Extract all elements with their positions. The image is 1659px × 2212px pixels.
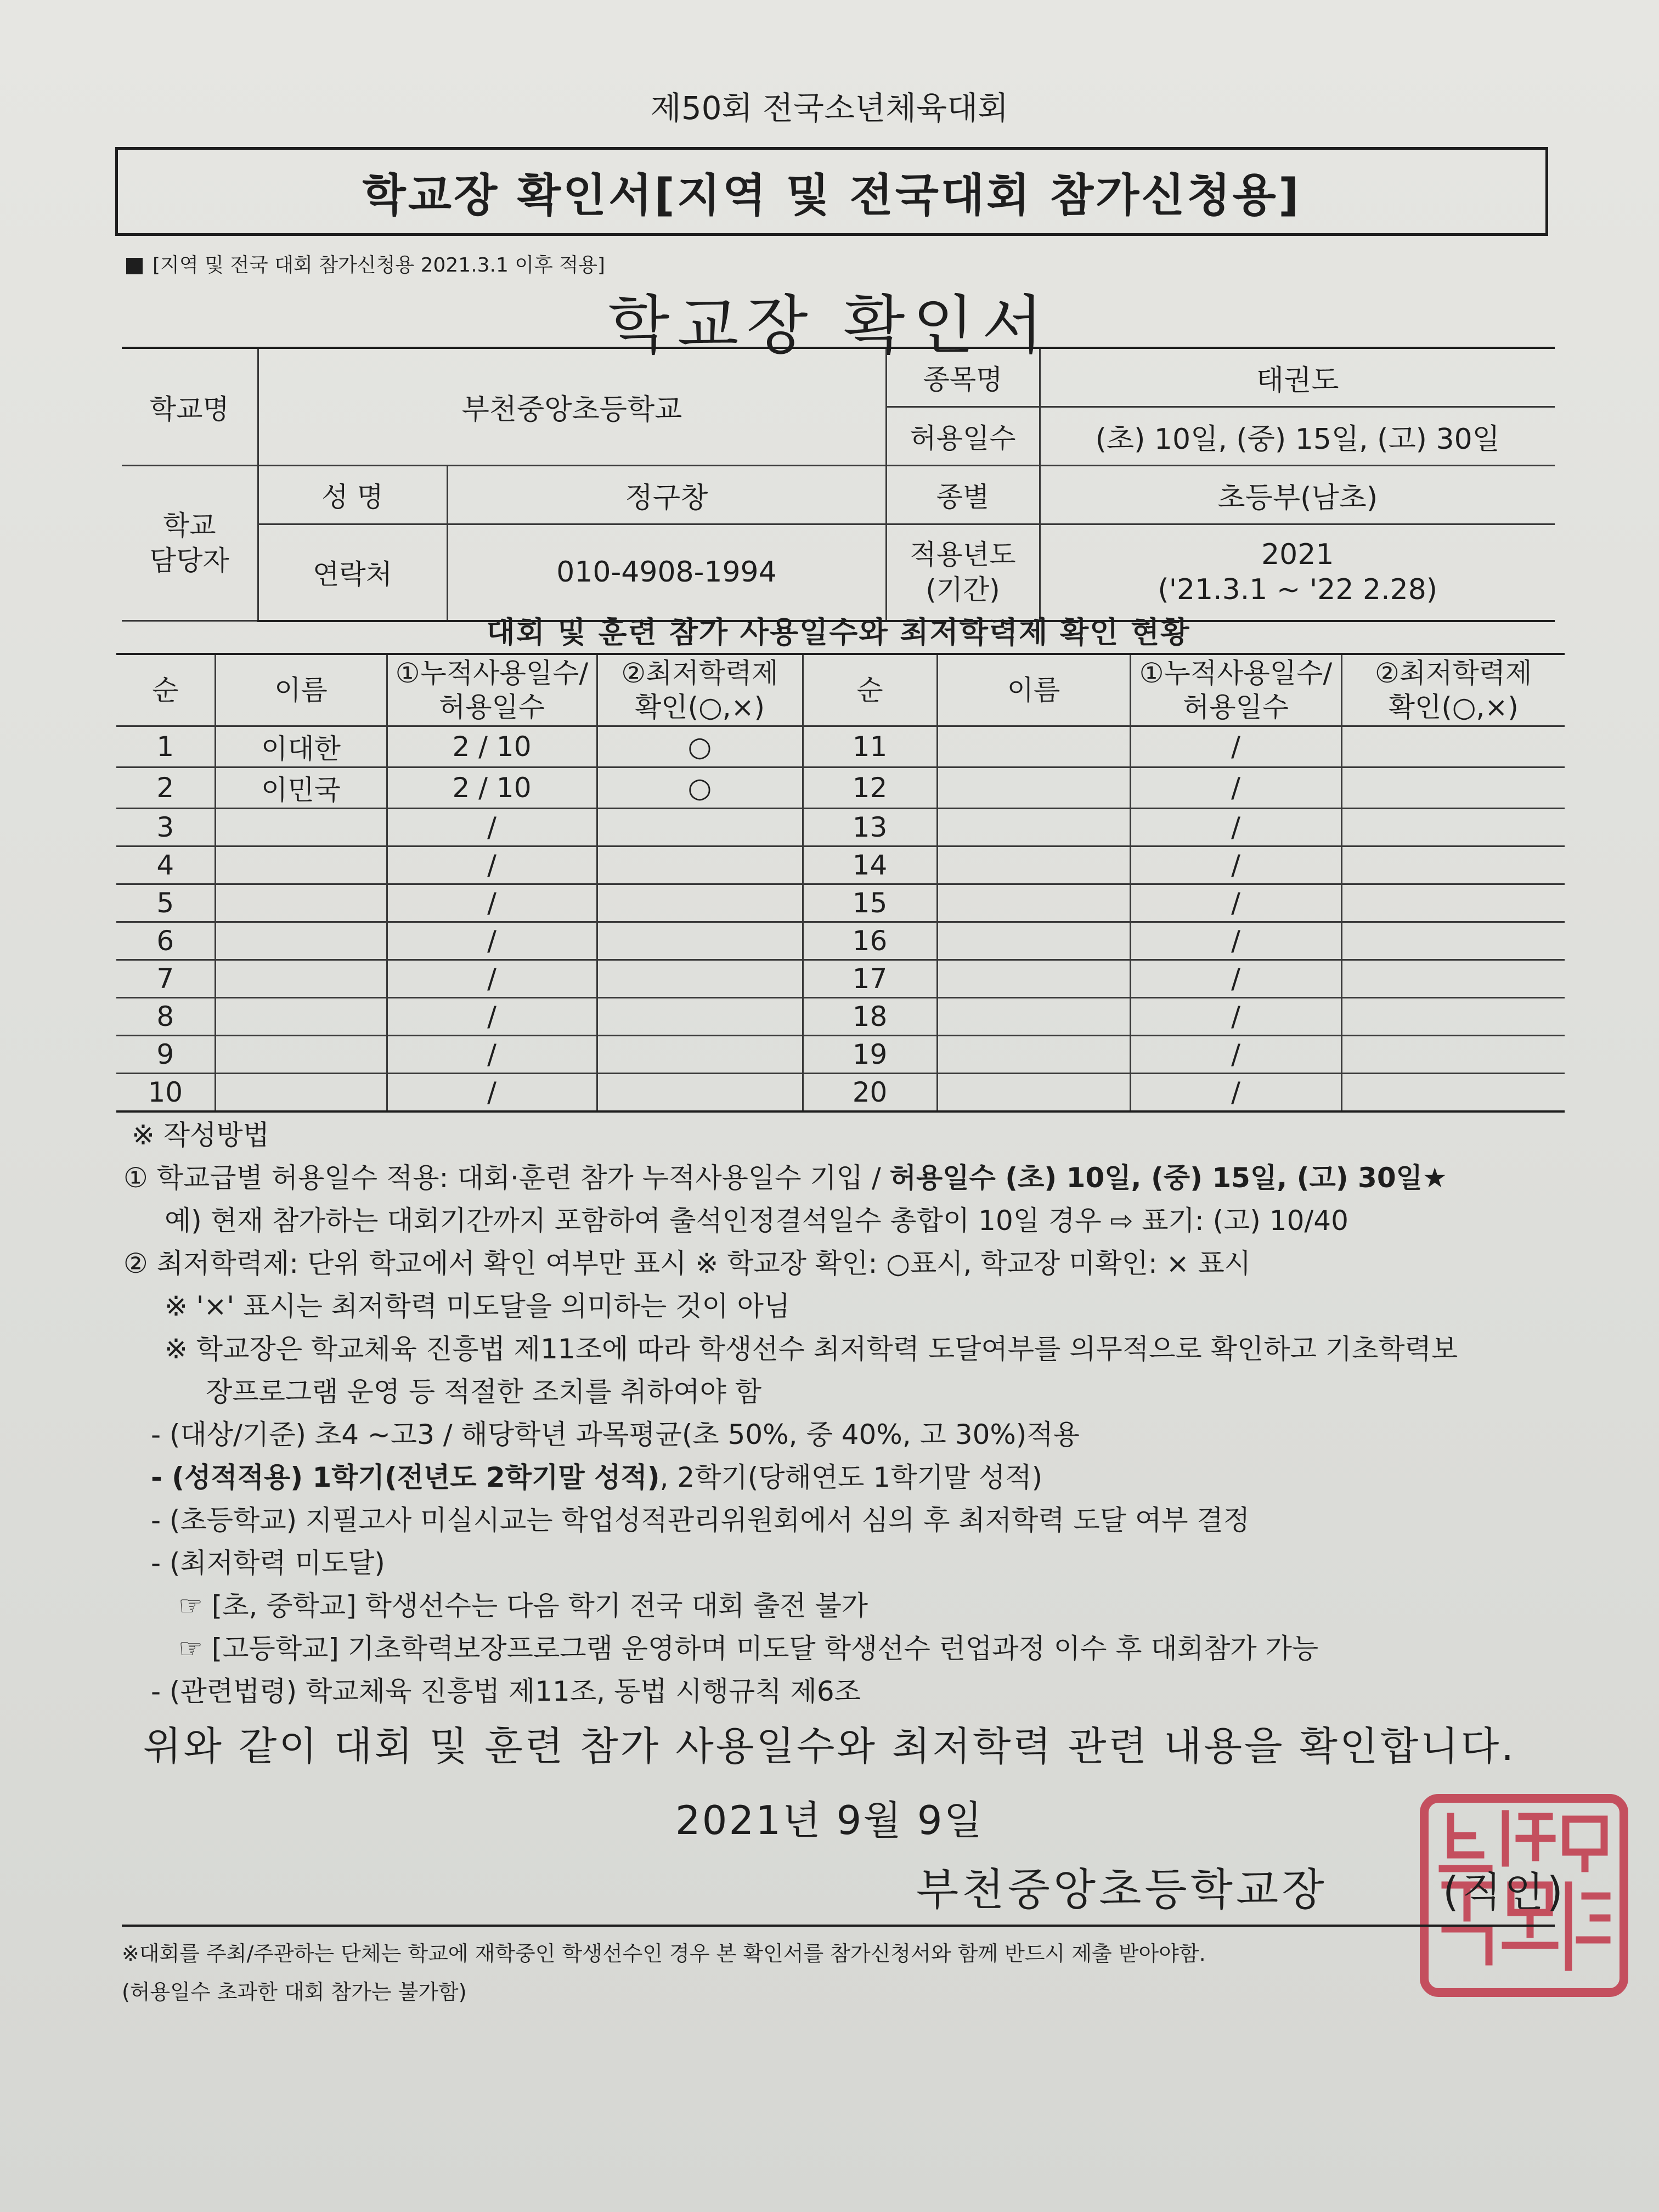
col-header-days — [387, 654, 597, 726]
detail-3: - (초등학교) 지필고사 미실시교는 학업성적관리위원회에서 심의 후 최저학력 도달 여부 결정 — [151, 1504, 1250, 1536]
instructions-heading-text: ※ 작성방법 — [132, 1119, 269, 1151]
division-label: 종별 — [886, 466, 1040, 524]
manager-label — [122, 466, 258, 621]
note-1-text: ① 학교급별 허용일수 적용: 대회·훈련 참가 누적사용일수 기입 / — [123, 1162, 890, 1194]
row-days-right: / — [1130, 922, 1341, 960]
manager-label-line2: 담당자 — [149, 545, 229, 577]
row-name-right — [937, 884, 1130, 922]
table-row — [116, 960, 1565, 998]
row-check-right — [1341, 809, 1565, 847]
form-title-box: 학교장 확인서[지역 및 전국대회 참가신청용] — [115, 147, 1548, 236]
note-1 — [123, 1156, 1458, 1199]
year-label — [886, 524, 1040, 621]
row-check-right — [1341, 726, 1565, 768]
row-name: 이민국 — [215, 768, 387, 809]
row-no: 7 — [116, 960, 215, 998]
table-row — [116, 847, 1565, 884]
row-name-right — [937, 847, 1130, 884]
row-name — [215, 809, 387, 847]
col-header-no-right: 순 — [803, 654, 937, 726]
row-days-right: / — [1130, 726, 1341, 768]
row-no-right: 13 — [803, 809, 937, 847]
note-2: ② 최저학력제: 단위 학교에서 확인 여부만 표시 ※ 학교장 확인: ○표시, 학교장 미확인: × 표시 — [123, 1248, 1251, 1279]
row-no: 8 — [116, 998, 215, 1036]
year-label-line1: 적용년도 — [910, 539, 1016, 571]
detail-4-a: ☞ [초, 중학교] 학생선수는 다음 학기 전국 대회 출전 불가 — [178, 1590, 868, 1622]
row-check: ○ — [597, 726, 803, 768]
row-no: 2 — [116, 768, 215, 809]
row-days-right: / — [1130, 768, 1341, 809]
row-name — [215, 960, 387, 998]
confirmation-statement: 위와 같이 대회 및 훈련 참가 사용일수와 최저학력 관련 내용을 확인합니다. — [143, 1723, 1516, 1769]
row-days: / — [387, 998, 597, 1036]
row-no-right: 16 — [803, 922, 937, 960]
row-days: / — [387, 847, 597, 884]
row-check — [597, 960, 803, 998]
col-header-name: 이름 — [215, 654, 387, 726]
division-value: 초등부(남초) — [1040, 466, 1555, 524]
issue-date: 2021년 9월 9일 — [675, 1797, 984, 1843]
row-no-right: 20 — [803, 1074, 937, 1112]
row-name-right — [937, 998, 1130, 1036]
note-1-bold: 허용일수 (초) 10일, (중) 15일, (고) 30일★ — [889, 1162, 1447, 1194]
allowed-days-value: (초) 10일, (중) 15일, (고) 30일 — [1040, 407, 1555, 466]
year-label-line2: (기간) — [926, 574, 1000, 606]
row-name-right — [937, 1036, 1130, 1074]
row-days: / — [387, 809, 597, 847]
row-check — [597, 1074, 803, 1112]
detail-4-b: ☞ [고등학교] 기초학력보장프로그램 운영하며 미도달 학생선수 런업과정 이수 후 대회참가 가능 — [178, 1633, 1319, 1664]
detail-4: - (최저학력 미도달) — [151, 1547, 385, 1579]
col-header-days-right-line2: 허용일수 — [1182, 691, 1289, 723]
row-no-right: 17 — [803, 960, 937, 998]
row-no-right: 15 — [803, 884, 937, 922]
row-days: / — [387, 922, 597, 960]
year-value-line2: ('21.3.1 ~ '22 2.28) — [1158, 573, 1438, 607]
row-name — [215, 922, 387, 960]
contact-value: 010-4908-1994 — [447, 524, 886, 621]
col-header-check-line2: 확인(○,×) — [634, 691, 765, 723]
row-no: 3 — [116, 809, 215, 847]
event-title: 제50회 전국소년체육대회 — [650, 89, 1009, 127]
row-days: 2 / 10 — [387, 768, 597, 809]
col-header-check — [597, 654, 803, 726]
row-name — [215, 1036, 387, 1074]
row-days-right: / — [1130, 1074, 1341, 1112]
row-check — [597, 809, 803, 847]
detail-1: - (대상/기준) 초4 ~고3 / 해당학년 과목평균(초 50%, 중 40%, 고 30%)적용 — [151, 1419, 1080, 1451]
school-label: 학교명 — [122, 348, 258, 466]
row-check-right — [1341, 998, 1565, 1036]
table-row — [116, 726, 1565, 768]
row-check — [597, 847, 803, 884]
row-no: 10 — [116, 1074, 215, 1112]
row-days: 2 / 10 — [387, 726, 597, 768]
row-days: / — [387, 884, 597, 922]
contact-label: 연락처 — [258, 524, 447, 621]
row-no-right: 18 — [803, 998, 937, 1036]
row-no: 5 — [116, 884, 215, 922]
row-check: ○ — [597, 768, 803, 809]
sport-value: 태권도 — [1040, 348, 1555, 407]
school-value: 부천중앙초등학교 — [258, 348, 886, 466]
row-no-right: 12 — [803, 768, 937, 809]
roster-table — [116, 653, 1565, 1113]
row-days: / — [387, 960, 597, 998]
row-check-right — [1341, 884, 1565, 922]
table-row — [116, 768, 1565, 809]
row-name — [215, 998, 387, 1036]
detail-2 — [123, 1456, 1458, 1499]
row-check — [597, 884, 803, 922]
row-check — [597, 1036, 803, 1074]
row-check — [597, 922, 803, 960]
row-check-right — [1341, 922, 1565, 960]
row-name-right — [937, 726, 1130, 768]
row-days-right: / — [1130, 960, 1341, 998]
applicability-note-text: [지역 및 전국 대회 참가신청용 2021.3.1 이후 적용] — [153, 254, 605, 276]
row-check-right — [1341, 1074, 1565, 1112]
row-name-right — [937, 922, 1130, 960]
main-title: 학교장 확인서 — [608, 289, 1051, 363]
col-header-days-right-line1: ①누적사용일수/ — [1139, 657, 1333, 689]
row-no-right: 14 — [803, 847, 937, 884]
row-name — [215, 1074, 387, 1112]
row-days: / — [387, 1074, 597, 1112]
row-no: 6 — [116, 922, 215, 960]
name-label: 성 명 — [258, 466, 447, 524]
col-header-check-right-line1: ②최저학력제 — [1375, 657, 1532, 689]
table-row — [116, 809, 1565, 847]
footer-note-2: (허용일수 초과한 대회 참가는 불가함) — [122, 1980, 467, 2004]
year-value-line1: 2021 — [1261, 538, 1334, 572]
row-days-right: / — [1130, 847, 1341, 884]
table-row — [116, 998, 1565, 1036]
row-days-right: / — [1130, 998, 1341, 1036]
note-2-b-line1: ※ 학교장은 학교체육 진흥법 제11조에 따라 학생선수 최저학력 도달여부를 의무적으로 확인하고 기초학력보 — [165, 1333, 1458, 1365]
row-no: 9 — [116, 1036, 215, 1074]
info-table — [122, 347, 1555, 622]
row-name: 이대한 — [215, 726, 387, 768]
col-header-check-right-line2: 확인(○,×) — [1388, 691, 1519, 723]
detail-5: - (관련법령) 학교체육 진흥법 제11조, 동법 시행규칙 제6조 — [151, 1675, 861, 1707]
detail-2-text: , 2학기(당해연도 1학기말 성적) — [659, 1462, 1043, 1493]
allowed-days-label: 허용일수 — [886, 407, 1040, 466]
row-check-right — [1341, 1036, 1565, 1074]
row-check — [597, 998, 803, 1036]
row-days-right: / — [1130, 809, 1341, 847]
col-header-check-right — [1341, 654, 1565, 726]
row-name-right — [937, 1074, 1130, 1112]
instructions-heading — [123, 1114, 1458, 1156]
instructions — [123, 1114, 1458, 1713]
col-header-check-line1: ②최저학력제 — [621, 657, 778, 689]
row-name-right — [937, 809, 1130, 847]
official-seal-label: (직인) — [1443, 1869, 1566, 1916]
row-check-right — [1341, 847, 1565, 884]
row-name — [215, 847, 387, 884]
table-row — [116, 884, 1565, 922]
note-2-a: ※ '×' 표시는 최저학력 미도달을 의미하는 것이 아님 — [165, 1290, 791, 1322]
row-name — [215, 884, 387, 922]
row-no-right: 19 — [803, 1036, 937, 1074]
sport-label: 종목명 — [886, 348, 1040, 407]
row-days-right: / — [1130, 884, 1341, 922]
row-no: 4 — [116, 847, 215, 884]
row-name-right — [937, 768, 1130, 809]
col-header-days-right — [1130, 654, 1341, 726]
table-row — [116, 1036, 1565, 1074]
col-header-days-line1: ①누적사용일수/ — [395, 657, 589, 689]
row-days-right: / — [1130, 1036, 1341, 1074]
principal-signature: 부천중앙초등학교장 — [916, 1864, 1328, 1915]
year-value — [1040, 524, 1555, 621]
manager-label-line1: 학교 — [162, 510, 216, 541]
col-header-no: 순 — [116, 654, 215, 726]
detail-2-bold: - (성적적용) 1학기(전년도 2학기말 성적) — [151, 1462, 660, 1493]
col-header-days-line2: 허용일수 — [438, 691, 545, 723]
applicability-note — [126, 250, 605, 278]
table-row — [116, 1074, 1565, 1112]
row-check-right — [1341, 768, 1565, 809]
square-bullet-icon — [126, 258, 143, 274]
roster-section-title: 대회 및 훈련 참가 사용일수와 최저학력제 확인 현황 — [486, 615, 1190, 650]
row-name-right — [937, 960, 1130, 998]
signature-divider — [122, 1925, 1555, 1927]
row-check-right — [1341, 960, 1565, 998]
row-days: / — [387, 1036, 597, 1074]
row-no: 1 — [116, 726, 215, 768]
row-no-right: 11 — [803, 726, 937, 768]
note-2-b-line2: 장프로그램 운영 등 적절한 조치를 취하여야 함 — [206, 1376, 762, 1408]
note-1-example: 예) 현재 참가하는 대회기간까지 포함하여 출석인정결석일수 총합이 10일 경우 ⇨ 표기: (고) 10/40 — [165, 1205, 1348, 1237]
name-value: 정구창 — [447, 466, 886, 524]
col-header-name-right: 이름 — [937, 654, 1130, 726]
footer-note-1: ※대회를 주최/주관하는 단체는 학교에 재학중인 학생선수인 경우 본 확인서를 참가신청서와 함께 반드시 제출 받아야함. — [122, 1942, 1206, 1966]
table-row — [116, 922, 1565, 960]
